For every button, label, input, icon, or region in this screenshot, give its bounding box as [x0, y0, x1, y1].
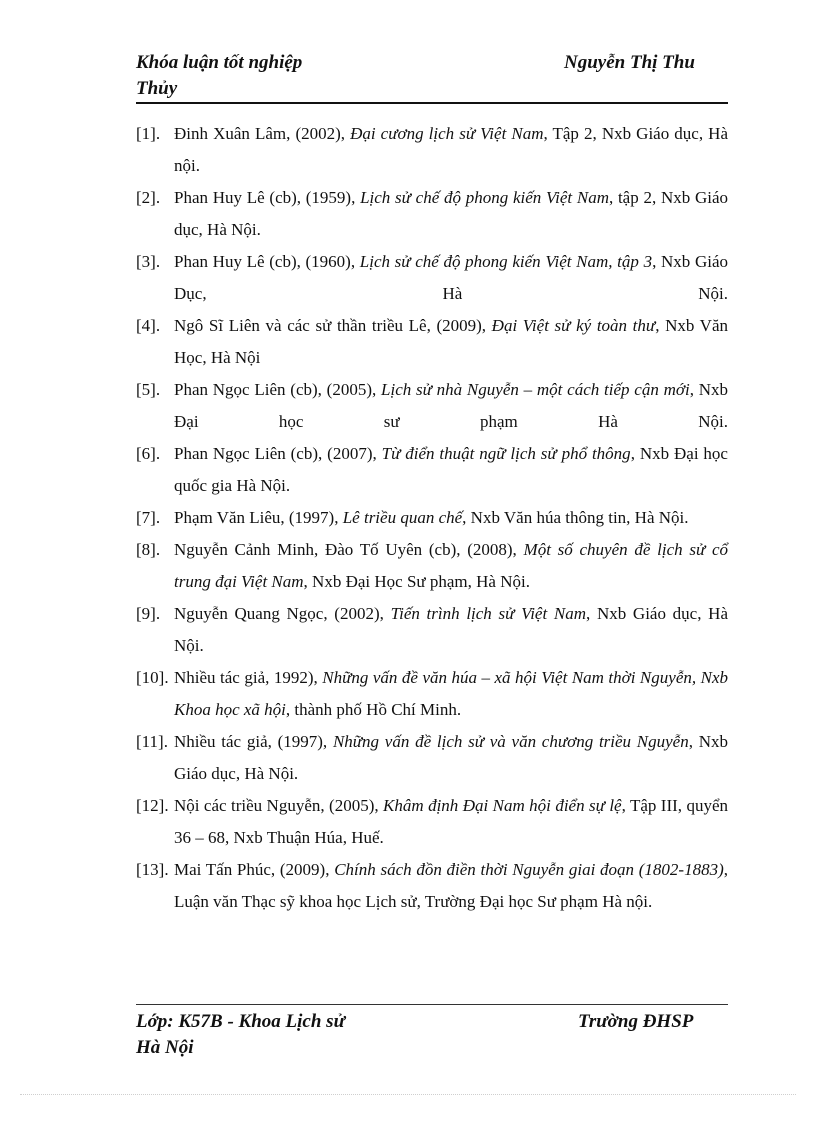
reference-title: Khâm định Đại Nam hội điển sự lệ [383, 796, 622, 815]
reference-authors: Phan Huy Lê (cb), (1959), [174, 188, 361, 207]
reference-item [136, 246, 728, 310]
reference-publisher: , Luận văn Thạc sỹ khoa học Lịch sử, Trường Đại học Sư phạm Hà nội. [174, 860, 728, 911]
reference-number: [12]. [136, 796, 169, 815]
author-name-continuation: Thủy [136, 78, 178, 99]
university-name-continuation: Hà Nội [136, 1037, 194, 1058]
reference-publisher: , Nxb Giáo dục, Hà Nội. [174, 732, 729, 783]
reference-item [136, 374, 728, 438]
page-edge-dotted-line [20, 1094, 796, 1095]
reference-title: Những vấn đề văn húa – xã hội Việt Nam thời Nguyễn, Nxb Khoa học xã hội [174, 668, 728, 719]
reference-item [136, 438, 728, 502]
reference-number: [2]. [136, 188, 161, 207]
reference-item [136, 790, 728, 854]
reference-number: [4]. [136, 316, 161, 335]
reference-authors: Nguyễn Cảnh Minh, Đào Tố Uyên (cb), (2008), [174, 540, 524, 559]
reference-number: [1]. [136, 124, 161, 143]
reference-title: Chính sách đồn điền thời Nguyễn giai đoạn (1802-1883) [334, 860, 724, 879]
reference-publisher: , Nxb Đại Học Sư phạm, Hà Nội. [303, 572, 530, 591]
reference-item [136, 726, 728, 790]
reference-number: [13]. [136, 860, 169, 879]
reference-item [136, 310, 728, 374]
reference-title: Lịch sử chế độ phong kiến Việt Nam [360, 188, 609, 207]
reference-publisher: , tập 2, Nxb Giáo dục, Hà Nội. [174, 188, 728, 239]
header-divider [136, 102, 728, 104]
reference-item [136, 598, 728, 662]
reference-title: Lịch sử chế độ phong kiến Việt Nam, tập 3 [359, 252, 653, 271]
reference-item [136, 662, 728, 726]
reference-title: Một số chuyên đề lịch sử cổ trung đại Việt Nam [174, 540, 728, 591]
reference-authors: Nhiều tác giả, (1997), [174, 732, 333, 751]
reference-item [136, 502, 728, 534]
reference-authors: Phan Huy Lê (cb), (1960), [174, 252, 360, 271]
author-name: Nguyễn Thị Thu [564, 52, 695, 73]
reference-publisher: , Nxb Đại học quốc gia Hà Nội. [174, 444, 728, 495]
reference-publisher: , Tập 2, Nxb Giáo dục, Hà nội. [174, 124, 728, 175]
reference-authors: Nội các triều Nguyễn, (2005), [174, 796, 384, 815]
reference-number: [11]. [136, 732, 168, 751]
university-name: Trường ĐHSP [578, 1011, 694, 1032]
reference-title: Tiến trình lịch sử Việt Nam [390, 604, 587, 623]
reference-publisher: , Nxb Văn húa thông tin, Hà Nội. [462, 508, 689, 527]
reference-publisher: , thành phố Hồ Chí Minh. [285, 700, 462, 719]
page-header [136, 50, 728, 102]
reference-item [136, 182, 728, 246]
reference-authors: Phạm Văn Liêu, (1997), [174, 508, 343, 527]
reference-list [136, 118, 728, 918]
reference-title: Những vấn đề lịch sử và văn chương triều Nguyễn [332, 732, 689, 751]
thesis-label: Khóa luận tốt nghiệp [136, 52, 303, 73]
reference-authors: Mai Tấn Phúc, (2009), [174, 860, 335, 879]
reference-number: [10]. [136, 668, 169, 687]
reference-authors: Ngô Sĩ Liên và các sử thần triều Lê, (2009), [174, 316, 492, 335]
reference-number: [3]. [136, 252, 161, 271]
reference-item [136, 118, 728, 182]
reference-publisher: , Nxb Giáo Dục, Hà Nội. [174, 252, 728, 303]
footer-divider [136, 1004, 728, 1005]
reference-number: [8]. [136, 540, 161, 559]
page-footer [136, 1009, 728, 1061]
header-left [136, 50, 436, 102]
reference-authors: Đinh Xuân Lâm, (2002), [174, 124, 351, 143]
reference-number: [6]. [136, 444, 161, 463]
reference-title: Lịch sử nhà Nguyễn – một cách tiếp cận mới [381, 380, 690, 399]
reference-title: Từ điển thuật ngữ lịch sử phổ thông [381, 444, 631, 463]
reference-title: Đại cương lịch sử Việt Nam [350, 124, 544, 143]
class-label: Lớp: K57B - Khoa Lịch sử [136, 1011, 345, 1032]
reference-authors: Nhiều tác giả, 1992), [174, 668, 323, 687]
reference-publisher: , Nxb Đại học sư phạm Hà Nội. [174, 380, 728, 431]
reference-publisher: , Tập III, quyển 36 – 68, Nxb Thuận Húa, Huế. [174, 796, 729, 847]
reference-publisher: , Nxb Văn Học, Hà Nội [174, 316, 729, 367]
reference-item [136, 854, 728, 918]
reference-authors: Phan Ngọc Liên (cb), (2007), [174, 444, 382, 463]
reference-title: Lê triều quan chế [342, 508, 463, 527]
reference-number: [9]. [136, 604, 161, 623]
reference-number: [5]. [136, 380, 161, 399]
reference-number: [7]. [136, 508, 161, 527]
reference-item [136, 534, 728, 598]
reference-title: Đại Việt sử ký toàn thư [491, 316, 656, 335]
reference-publisher: , Nxb Giáo dục, Hà Nội. [174, 604, 728, 655]
reference-authors: Nguyễn Quang Ngọc, (2002), [174, 604, 391, 623]
reference-authors: Phan Ngọc Liên (cb), (2005), [174, 380, 382, 399]
